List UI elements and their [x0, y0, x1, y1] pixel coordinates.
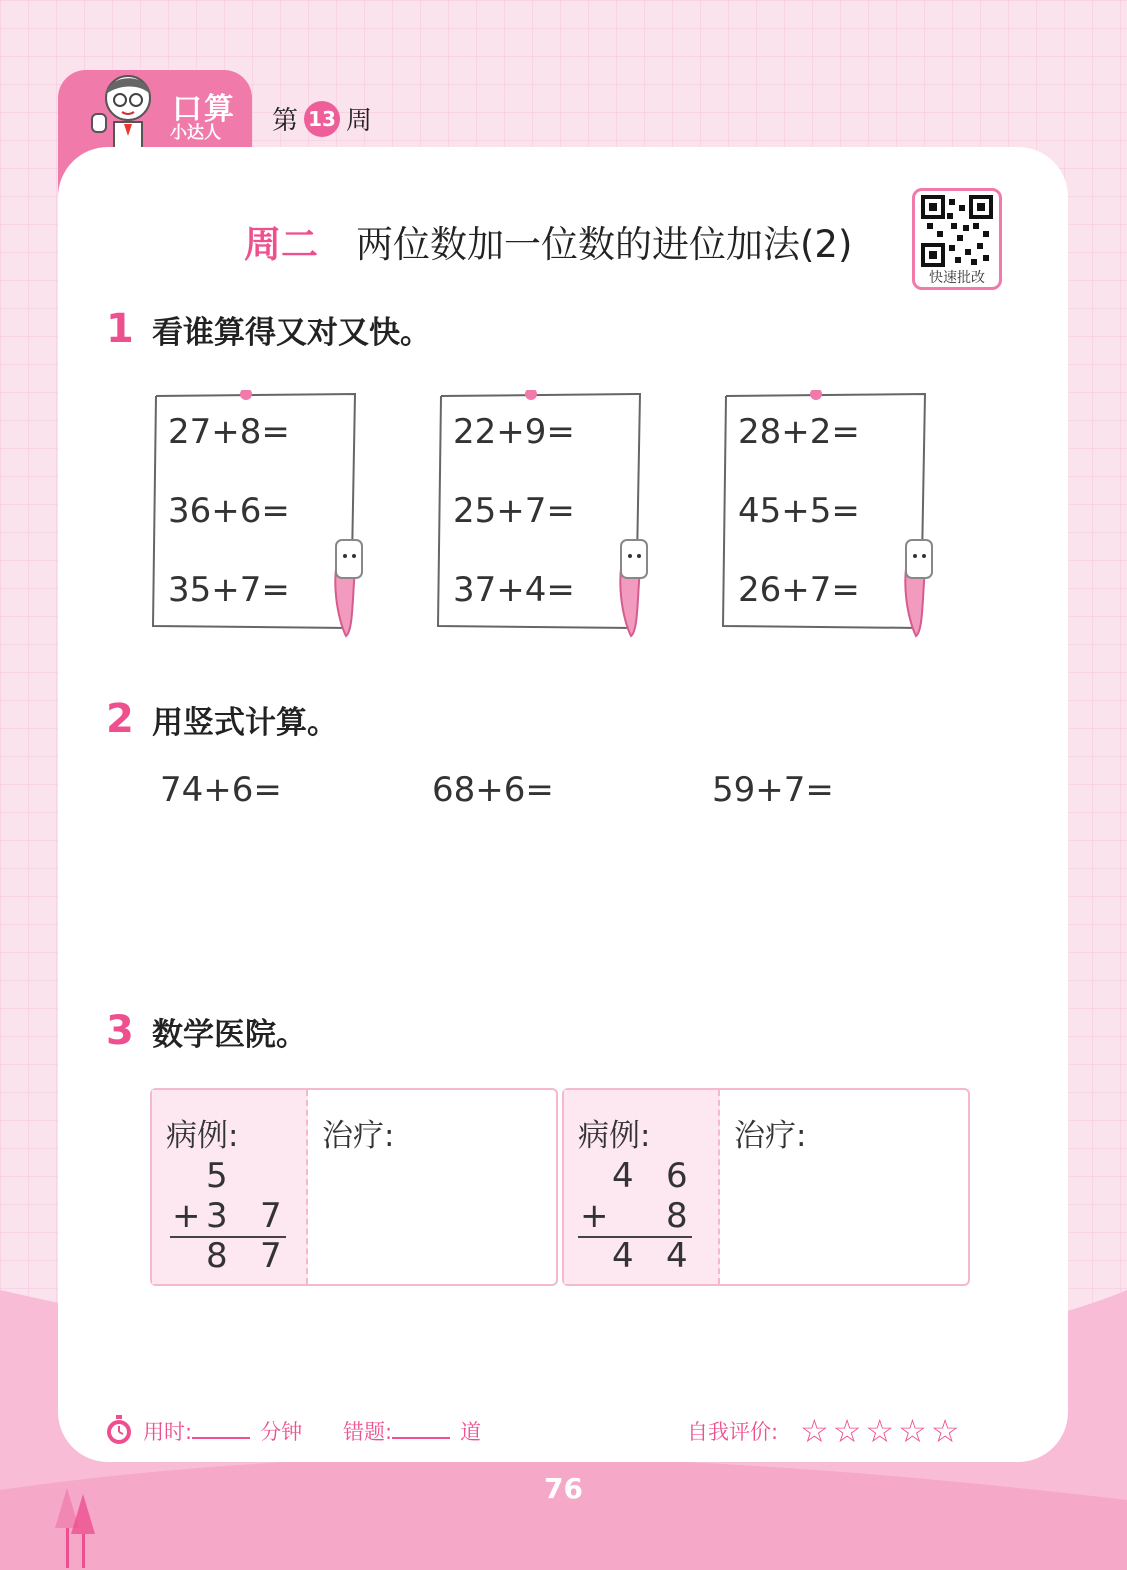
digit: 8 — [206, 1236, 228, 1276]
time-used — [143, 1416, 302, 1446]
digit: 4 — [612, 1156, 634, 1196]
toothbrush-mascot-icon — [905, 540, 932, 636]
equation: 37+4= — [453, 570, 575, 610]
section-3-heading — [106, 1008, 307, 1054]
tab-subtitle: 小达人 — [170, 123, 221, 143]
treatment-label: 治疗: — [734, 1118, 807, 1154]
equation: 36+6= — [168, 491, 290, 531]
digit: 6 — [666, 1156, 688, 1196]
errors-unit: 道 — [460, 1420, 482, 1444]
week-prefix: 第 — [272, 106, 299, 136]
digit: 7 — [260, 1236, 282, 1276]
tab-title: 口算 — [172, 92, 236, 127]
operator: + — [172, 1196, 201, 1236]
note-card-2 — [435, 390, 640, 628]
week-suffix: 周 — [346, 106, 373, 136]
week-label — [272, 100, 372, 137]
page-number: 76 — [544, 1472, 583, 1505]
digit: 3 — [206, 1196, 228, 1236]
note-card-3 — [720, 390, 925, 628]
equation: 22+9= — [453, 412, 575, 452]
note-card-1 — [150, 390, 355, 628]
week-number-badge: 13 — [304, 101, 340, 137]
math-hospital-case-2 — [562, 1088, 970, 1286]
page-title — [244, 214, 852, 268]
time-blank[interactable] — [192, 1437, 250, 1439]
case-label: 病例: — [578, 1118, 651, 1154]
time-label: 用时: — [143, 1420, 193, 1444]
toothbrush-mascot-icon — [335, 540, 362, 636]
errors-blank[interactable] — [392, 1437, 450, 1439]
math-hospital-case-1 — [150, 1088, 558, 1286]
equation: 28+2= — [738, 412, 860, 452]
error-count — [343, 1416, 481, 1446]
qr-code[interactable] — [912, 188, 1002, 290]
section-instruction: 用竖式计算。 — [152, 704, 338, 741]
equation: 25+7= — [453, 491, 575, 531]
equation: 35+7= — [168, 570, 290, 610]
section-number: 2 — [106, 696, 134, 742]
vertical-problem: 68+6= — [432, 770, 554, 810]
digit: 4 — [666, 1236, 688, 1276]
treatment-label: 治疗: — [322, 1118, 395, 1154]
section-instruction: 看谁算得又对又快。 — [152, 314, 431, 351]
digit: 5 — [206, 1156, 228, 1196]
mascot-boy-icon — [80, 70, 165, 150]
section-1-heading — [106, 306, 431, 352]
vertical-problem: 74+6= — [160, 770, 282, 810]
digit: 4 — [612, 1236, 634, 1276]
section-instruction: 数学医院。 — [152, 1016, 307, 1053]
equation: 45+5= — [738, 491, 860, 531]
equation: 26+7= — [738, 570, 860, 610]
stopwatch-icon — [104, 1414, 134, 1446]
section-2-heading — [106, 696, 338, 742]
section-number: 3 — [106, 1008, 134, 1054]
section-number: 1 — [106, 306, 134, 352]
errors-label: 错题: — [343, 1420, 393, 1444]
vertical-problem: 59+7= — [712, 770, 834, 810]
digit: 8 — [666, 1196, 688, 1236]
time-unit: 分钟 — [260, 1420, 303, 1444]
self-eval-label: 自我评价: — [687, 1420, 779, 1444]
title-day: 周二 — [244, 223, 318, 266]
rating-stars[interactable]: ☆☆☆☆☆ — [800, 1412, 964, 1450]
case-label: 病例: — [166, 1118, 239, 1154]
qr-label: 快速批改 — [929, 270, 985, 286]
operator: + — [580, 1196, 609, 1236]
qr-code-icon — [921, 195, 993, 267]
toothbrush-mascot-icon — [620, 540, 647, 636]
title-text: 两位数加一位数的进位加法(2) — [356, 223, 853, 266]
tree-decoration-icon — [55, 1488, 105, 1568]
digit: 7 — [260, 1196, 282, 1236]
equation: 27+8= — [168, 412, 290, 452]
